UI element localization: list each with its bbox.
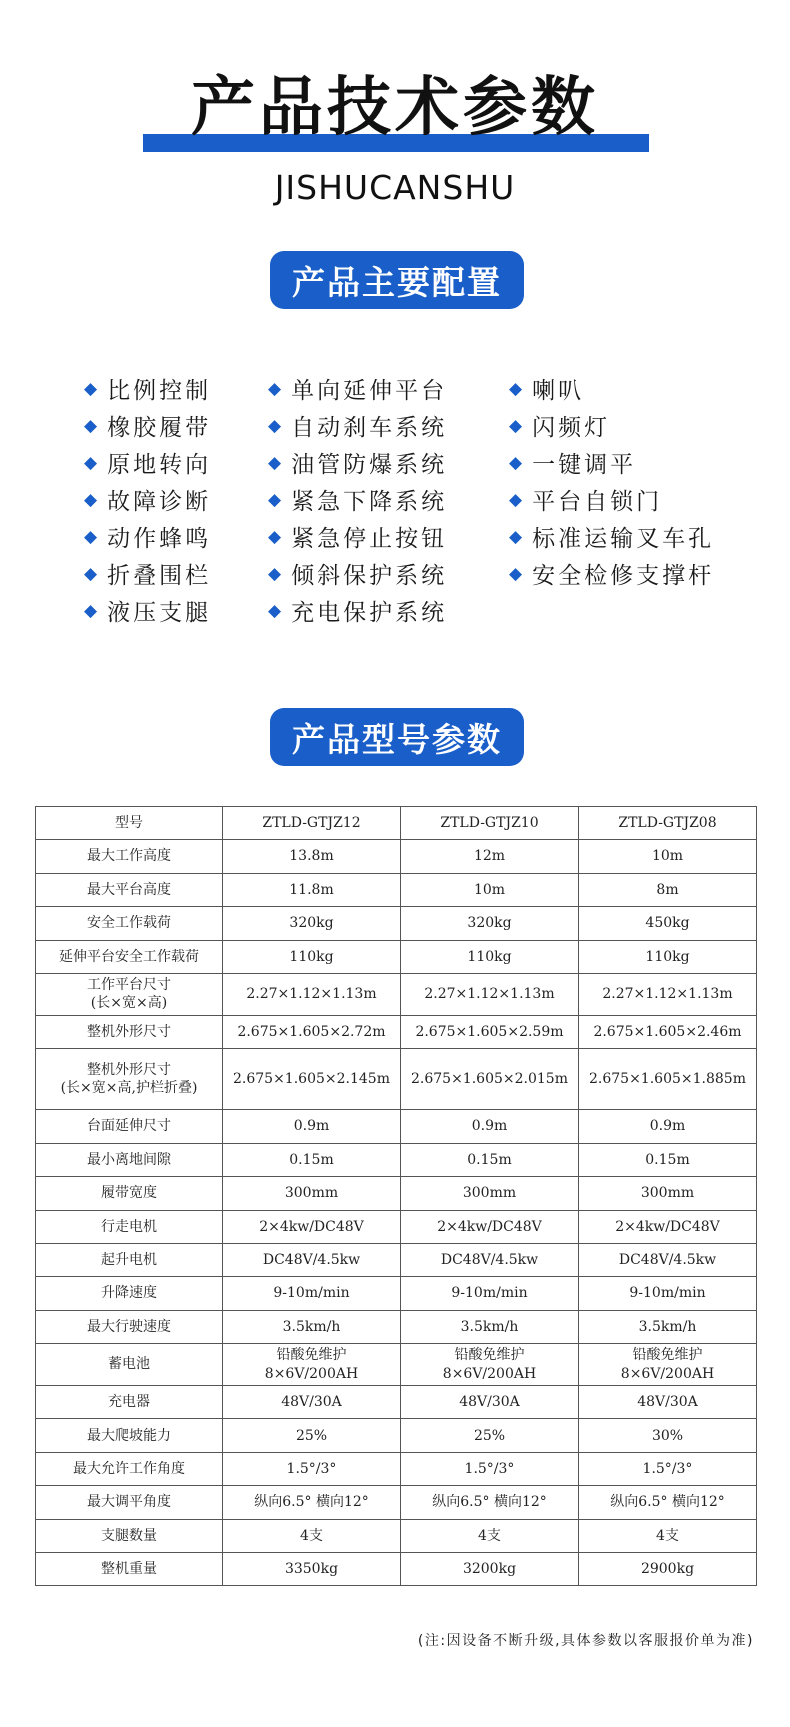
- value-cell: 2×4kw/DC48V: [401, 1210, 579, 1243]
- feature-label: 紧急下降系统: [291, 489, 448, 515]
- spec-table: [35, 806, 757, 1586]
- diamond-bullet-icon: ◆: [84, 600, 98, 621]
- value-cell: 2.675×1.605×2.145m: [223, 1049, 401, 1110]
- value-cell: 2.675×1.605×2.59m: [401, 1015, 579, 1048]
- value-cell: 48V/30A: [223, 1386, 401, 1419]
- table-row: [36, 973, 757, 1015]
- value-cell: 300mm: [401, 1177, 579, 1210]
- table-row: [36, 1110, 757, 1143]
- table-header-row: [36, 807, 757, 840]
- diamond-bullet-icon: ◆: [268, 378, 282, 399]
- diamond-bullet-icon: ◆: [84, 378, 98, 399]
- row-label-cell: 起升电机: [36, 1243, 223, 1276]
- value-cell: 2.675×1.605×1.885m: [579, 1049, 757, 1110]
- feature-label: 动作蜂鸣: [107, 526, 212, 552]
- diamond-bullet-icon: ◆: [84, 563, 98, 584]
- feature-item: [509, 444, 714, 481]
- value-cell: 0.15m: [401, 1143, 579, 1176]
- table-row: [36, 1243, 757, 1276]
- value-cell: 2×4kw/DC48V: [223, 1210, 401, 1243]
- feature-item: [84, 555, 211, 592]
- value-cell: ZTLD-GTJZ12: [223, 807, 401, 840]
- feature-column: [84, 370, 211, 629]
- table-row: [36, 1419, 757, 1452]
- feature-label: 故障诊断: [107, 489, 212, 515]
- value-cell: ZTLD-GTJZ10: [401, 807, 579, 840]
- feature-label: 折叠围栏: [107, 563, 212, 589]
- value-cell: 25%: [401, 1419, 579, 1452]
- value-cell: 2.27×1.12×1.13m: [223, 973, 401, 1015]
- diamond-bullet-icon: ◆: [268, 563, 282, 584]
- table-row: [36, 1277, 757, 1310]
- table-row: [36, 1143, 757, 1176]
- value-cell: DC48V/4.5kw: [223, 1243, 401, 1276]
- feature-label: 油管防爆系统: [291, 452, 448, 478]
- feature-label: 原地转向: [107, 452, 212, 478]
- table-row: [36, 1486, 757, 1519]
- value-cell: 10m: [579, 840, 757, 873]
- diamond-bullet-icon: ◆: [268, 526, 282, 547]
- value-cell: 2.675×1.605×2.72m: [223, 1015, 401, 1048]
- feature-item: [509, 370, 714, 407]
- row-label-cell: 最大调平角度: [36, 1486, 223, 1519]
- value-cell: 0.9m: [223, 1110, 401, 1143]
- value-cell: 0.9m: [401, 1110, 579, 1143]
- feature-item: [509, 518, 714, 555]
- row-label-cell: 整机外形尺寸 (长×宽×高,护栏折叠): [36, 1049, 223, 1110]
- value-cell: 12m: [401, 840, 579, 873]
- feature-label: 安全检修支撑杆: [532, 563, 715, 589]
- value-cell: 0.15m: [579, 1143, 757, 1176]
- value-cell: 4支: [401, 1519, 579, 1552]
- feature-item: [509, 555, 714, 592]
- table-row: [36, 940, 757, 973]
- table-row: [36, 1344, 757, 1386]
- table-row: [36, 1049, 757, 1110]
- value-cell: 10m: [401, 873, 579, 906]
- feature-item: [268, 407, 447, 444]
- value-cell: 铅酸免维护 8×6V/200AH: [223, 1344, 401, 1386]
- row-label-cell: 安全工作载荷: [36, 907, 223, 940]
- value-cell: 3.5km/h: [579, 1310, 757, 1343]
- value-cell: 9-10m/min: [223, 1277, 401, 1310]
- value-cell: 48V/30A: [579, 1386, 757, 1419]
- page-title: 产品技术参数: [191, 71, 599, 145]
- diamond-bullet-icon: ◆: [84, 415, 98, 436]
- table-row: [36, 907, 757, 940]
- value-cell: DC48V/4.5kw: [579, 1243, 757, 1276]
- row-label-cell: 整机外形尺寸: [36, 1015, 223, 1048]
- page-header: [0, 68, 790, 168]
- value-cell: 3.5km/h: [223, 1310, 401, 1343]
- value-cell: 110kg: [223, 940, 401, 973]
- diamond-bullet-icon: ◆: [268, 415, 282, 436]
- feature-item: [509, 407, 714, 444]
- feature-label: 喇叭: [532, 378, 585, 404]
- value-cell: ZTLD-GTJZ08: [579, 807, 757, 840]
- row-label-cell: 履带宽度: [36, 1177, 223, 1210]
- feature-label: 液压支腿: [107, 600, 212, 626]
- value-cell: 铅酸免维护 8×6V/200AH: [401, 1344, 579, 1386]
- value-cell: 320kg: [401, 907, 579, 940]
- value-cell: 纵向6.5° 横向12°: [223, 1486, 401, 1519]
- feature-label: 一键调平: [532, 452, 637, 478]
- value-cell: 300mm: [579, 1177, 757, 1210]
- feature-item: [84, 407, 211, 444]
- value-cell: 3350kg: [223, 1553, 401, 1586]
- value-cell: 110kg: [579, 940, 757, 973]
- diamond-bullet-icon: ◆: [84, 489, 98, 510]
- row-label-cell: 最大工作高度: [36, 840, 223, 873]
- feature-label: 比例控制: [107, 378, 212, 404]
- value-cell: 48V/30A: [401, 1386, 579, 1419]
- feature-item: [268, 481, 447, 518]
- value-cell: 25%: [223, 1419, 401, 1452]
- value-cell: 2×4kw/DC48V: [579, 1210, 757, 1243]
- row-label-cell: 最大行驶速度: [36, 1310, 223, 1343]
- value-cell: 4支: [579, 1519, 757, 1552]
- value-cell: 9-10m/min: [401, 1277, 579, 1310]
- row-label-cell: 型号: [36, 807, 223, 840]
- table-row: [36, 873, 757, 906]
- value-cell: 2.675×1.605×2.015m: [401, 1049, 579, 1110]
- feature-item: [509, 481, 714, 518]
- feature-column: [509, 370, 714, 592]
- diamond-bullet-icon: ◆: [509, 452, 523, 473]
- feature-label: 倾斜保护系统: [291, 563, 448, 589]
- value-cell: 3.5km/h: [401, 1310, 579, 1343]
- table-row: [36, 1310, 757, 1343]
- value-cell: 纵向6.5° 横向12°: [579, 1486, 757, 1519]
- diamond-bullet-icon: ◆: [509, 489, 523, 510]
- row-label-cell: 延伸平台安全工作载荷: [36, 940, 223, 973]
- feature-item: [84, 444, 211, 481]
- feature-item: [268, 444, 447, 481]
- table-row: [36, 1519, 757, 1552]
- value-cell: 450kg: [579, 907, 757, 940]
- feature-item: [84, 481, 211, 518]
- value-cell: 300mm: [223, 1177, 401, 1210]
- row-label-cell: 行走电机: [36, 1210, 223, 1243]
- table-row: [36, 1177, 757, 1210]
- value-cell: 铅酸免维护 8×6V/200AH: [579, 1344, 757, 1386]
- value-cell: 1.5°/3°: [579, 1452, 757, 1485]
- row-label-cell: 最大平台高度: [36, 873, 223, 906]
- row-label-cell: 最大允许工作角度: [36, 1452, 223, 1485]
- feature-item: [268, 592, 447, 629]
- diamond-bullet-icon: ◆: [84, 526, 98, 547]
- diamond-bullet-icon: ◆: [509, 378, 523, 399]
- feature-list: [0, 370, 790, 640]
- value-cell: 纵向6.5° 横向12°: [401, 1486, 579, 1519]
- value-cell: 1.5°/3°: [401, 1452, 579, 1485]
- diamond-bullet-icon: ◆: [268, 489, 282, 510]
- feature-label: 充电保护系统: [291, 600, 448, 626]
- diamond-bullet-icon: ◆: [84, 452, 98, 473]
- row-label-cell: 最小离地间隙: [36, 1143, 223, 1176]
- section-label-config: 产品主要配置: [270, 251, 524, 309]
- value-cell: DC48V/4.5kw: [401, 1243, 579, 1276]
- value-cell: 320kg: [223, 907, 401, 940]
- table-row: [36, 1210, 757, 1243]
- row-label-cell: 整机重量: [36, 1553, 223, 1586]
- row-label-cell: 充电器: [36, 1386, 223, 1419]
- feature-label: 平台自锁门: [532, 489, 663, 515]
- value-cell: 2.675×1.605×2.46m: [579, 1015, 757, 1048]
- diamond-bullet-icon: ◆: [268, 600, 282, 621]
- diamond-bullet-icon: ◆: [268, 452, 282, 473]
- value-cell: 2900kg: [579, 1553, 757, 1586]
- table-row: [36, 1553, 757, 1586]
- value-cell: 9-10m/min: [579, 1277, 757, 1310]
- value-cell: 0.15m: [223, 1143, 401, 1176]
- diamond-bullet-icon: ◆: [509, 563, 523, 584]
- table-row: [36, 840, 757, 873]
- value-cell: 110kg: [401, 940, 579, 973]
- value-cell: 3200kg: [401, 1553, 579, 1586]
- value-cell: 13.8m: [223, 840, 401, 873]
- feature-label: 标准运输叉车孔: [532, 526, 715, 552]
- value-cell: 4支: [223, 1519, 401, 1552]
- value-cell: 2.27×1.12×1.13m: [401, 973, 579, 1015]
- feature-label: 紧急停止按钮: [291, 526, 448, 552]
- diamond-bullet-icon: ◆: [509, 526, 523, 547]
- page-subtitle: JISHUCANSHU: [274, 168, 516, 207]
- table-row: [36, 1452, 757, 1485]
- row-label-cell: 工作平台尺寸 (长×宽×高): [36, 973, 223, 1015]
- value-cell: 2.27×1.12×1.13m: [579, 973, 757, 1015]
- row-label-cell: 升降速度: [36, 1277, 223, 1310]
- feature-label: 单向延伸平台: [291, 378, 448, 404]
- section-label-models: 产品型号参数: [270, 708, 524, 766]
- feature-item: [268, 518, 447, 555]
- table-row: [36, 1386, 757, 1419]
- row-label-cell: 台面延伸尺寸: [36, 1110, 223, 1143]
- feature-item: [268, 555, 447, 592]
- feature-item: [84, 518, 211, 555]
- footer-note: (注:因设备不断升级,具体参数以客服报价单为准): [417, 1633, 754, 1649]
- feature-item: [268, 370, 447, 407]
- feature-column: [268, 370, 447, 629]
- feature-item: [84, 592, 211, 629]
- diamond-bullet-icon: ◆: [509, 415, 523, 436]
- feature-item: [84, 370, 211, 407]
- feature-label: 橡胶履带: [107, 415, 212, 441]
- value-cell: 1.5°/3°: [223, 1452, 401, 1485]
- value-cell: 30%: [579, 1419, 757, 1452]
- row-label-cell: 支腿数量: [36, 1519, 223, 1552]
- feature-label: 自动刹车系统: [291, 415, 448, 441]
- value-cell: 8m: [579, 873, 757, 906]
- value-cell: 0.9m: [579, 1110, 757, 1143]
- row-label-cell: 最大爬坡能力: [36, 1419, 223, 1452]
- value-cell: 11.8m: [223, 873, 401, 906]
- table-row: [36, 1015, 757, 1048]
- row-label-cell: 蓄电池: [36, 1344, 223, 1386]
- feature-label: 闪频灯: [532, 415, 611, 441]
